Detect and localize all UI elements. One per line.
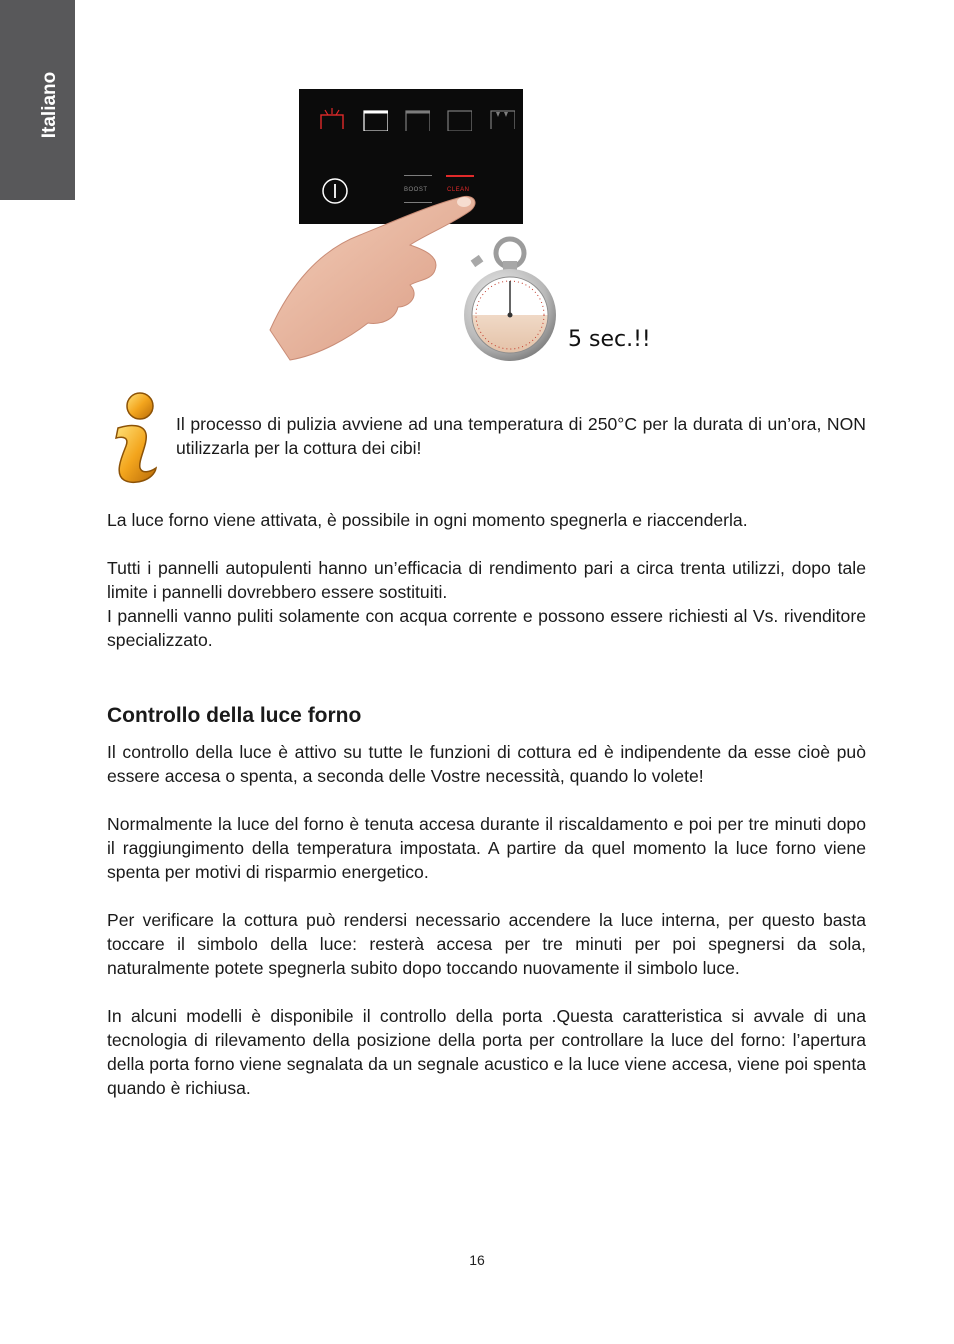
oven-mode-grill-icon — [489, 107, 515, 129]
paragraph-light-normal: Normalmente la luce del forno è tenuta accesa durante il riscaldamento e poi per tre minuti dopo il raggiungimento della temperatura impostata. A partire da quel momento la luce forno viene spenta per motivi di risparmio energetico. — [107, 814, 866, 882]
clean-label: CLEAN — [447, 187, 470, 193]
clean-function-illustration — [250, 85, 670, 375]
body-text — [107, 508, 866, 1124]
paragraph-light-control: Il controllo della luce è attivo su tutte le funzioni di cottura ed è indipendente da esse cioè può essere accesa o spenta, a seconda delle Vostre necessità, quando lo volete! — [107, 742, 866, 786]
paragraph-panel-cleaning: I pannelli vanno puliti solamente con acqua corrente e possono essere richiesti al Vs. rivenditore specializzato. — [107, 606, 866, 650]
info-note: Il processo di pulizia avviene ad una temperatura di 250°C per la durata di un’ora, NON utilizzarla per la cottura dei cibi! — [176, 414, 866, 458]
info-icon — [104, 388, 162, 486]
language-tab — [0, 0, 75, 200]
stopwatch-icon — [460, 233, 560, 363]
pointing-hand-icon — [250, 85, 490, 375]
paragraph-light-activated: La luce forno viene attivata, è possibile in ogni momento spegnerla e riaccenderla. — [107, 510, 748, 530]
boost-label: BOOST — [404, 187, 428, 193]
paragraph-panel-durability: Tutti i pannelli autopulenti hanno un’efficacia di rendimento pari a circa trenta utilizzi, dopo tale limite i pannelli dovrebbero essere sostituiti. — [107, 558, 866, 602]
paragraph-light-check: Per verificare la cottura può rendersi necessario accendere la luce interna, per questo basta toccare il simbolo della luce: resterà accesa per tre minuti per poi spegnersi da sola, naturalmente potete spegnerla subito dopo toccando nuovamente il simbolo luce. — [107, 910, 866, 978]
language-label: Italiano — [39, 71, 60, 139]
paragraph-door-control: In alcuni modelli è disponibile il controllo della porta .Questa caratteristica si avvale di una tecnologia di rilevamento della posizione della porta per controllare la luce del forno: l’apertura della porta forno viene segnalata da un segnale acustico e la luce viene accesa, viene poi spenta quando è richiusa. — [107, 1006, 866, 1098]
timer-caption: 5 sec.!! — [568, 327, 651, 352]
page-number: 16 — [469, 1252, 485, 1268]
section-heading: Controllo della luce forno — [107, 704, 362, 727]
